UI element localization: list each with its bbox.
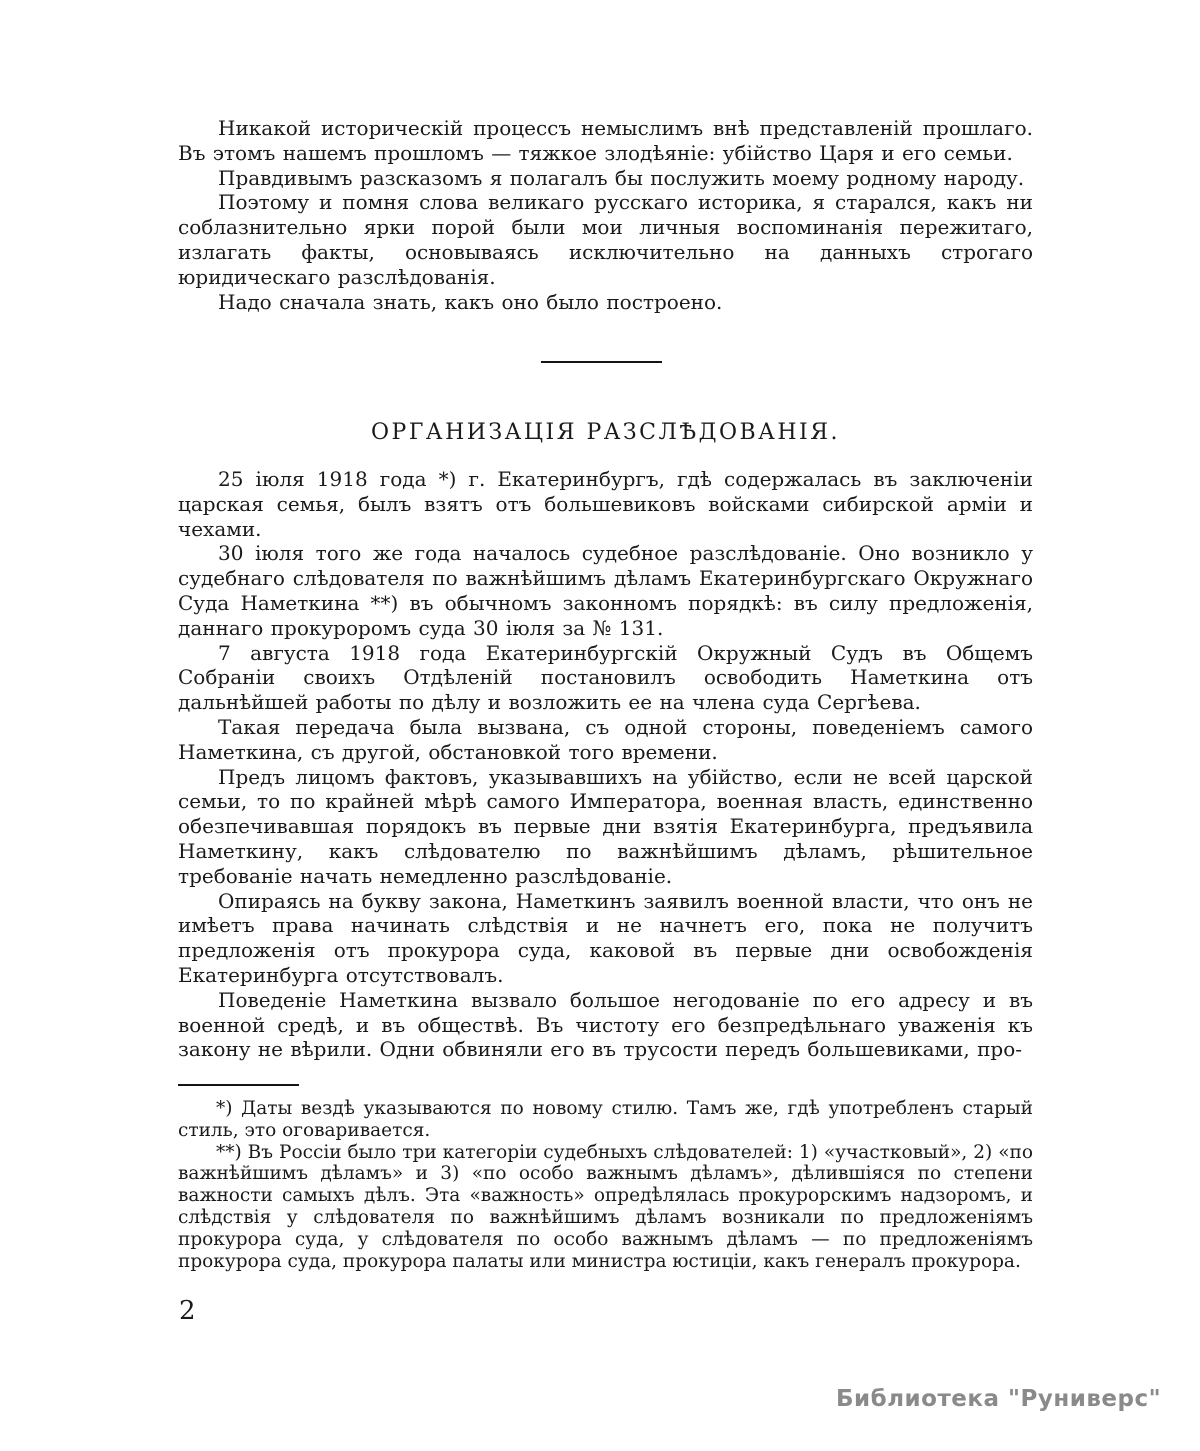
footnotes-block xyxy=(178,1098,1033,1272)
page-number: 2 xyxy=(179,1296,196,1326)
intro-paragraph: Правдивымъ разсказомъ я полагалъ бы послужить моему родному народу. xyxy=(218,165,1025,190)
section-body-block xyxy=(178,467,1033,1062)
intro-paragraph: Поэтому и помня слова великаго русскаго историка, я старался, какъ ни соблазнительно ярки порой были мои личныя воспоминанія пережитаго, излагать факты, основываясь исключительно на данныхъ строгаго юридическаго разслѣдованія. xyxy=(178,190,1033,289)
section-divider-rule xyxy=(541,361,662,363)
body-paragraph: 30 іюля того же года началось судебное разслѣдованіе. Оно возникло у судебнаго слѣдователя по важнѣйшимъ дѣламъ Екатеринбургскаго Окружнаго Суда Наметкина **) въ обычномъ законномъ порядкѣ: въ силу предложенія, даннаго прокуроромъ суда 30 іюля за № 131. xyxy=(178,541,1033,640)
body-paragraph: Опираясь на букву закона, Наметкинъ заявилъ военной власти, что онъ не имѣетъ права начинать слѣдствія и не начнетъ его, пока не получитъ предложенія отъ прокурора суда, каковой въ первые дни освобожденія Екатеринбурга отсутствовалъ. xyxy=(178,888,1033,987)
footnote: **) Въ Россіи было три категоріи судебныхъ слѣдователей: 1) «участковый», 2) «по важнѣйшимъ дѣламъ» и 3) «по особо важнымъ дѣламъ», дѣлившіяся по степени важности самыхъ дѣлъ. Эта «важность» опредѣлялась прокурорскимъ надзоромъ, и слѣдствія у слѣдователя по важнѣйшимъ дѣламъ возникали по предложеніямъ прокурора суда, у слѣдователя по особо важнымъ дѣламъ — по предложеніямъ прокурора суда, прокурора палаты или министра юстиціи, какъ генералъ прокурора. xyxy=(178,1141,1033,1272)
body-paragraph: 7 августа 1918 года Екатеринбургскій Окружный Судъ въ Общемъ Собраніи своихъ Отдѣленій постановилъ освободить Наметкина отъ дальнѣйшей работы по дѣлу и возложить ее на члена суда Сергѣева. xyxy=(178,640,1033,715)
intro-block xyxy=(178,116,1033,314)
body-paragraph: Предъ лицомъ фактовъ, указывавшихъ на убійство, если не всей царской семьи, то по крайней мѣрѣ самого Императора, военная власть, единственно обезпечивавшая порядокъ въ первые дни взятія Екатеринбурга, предъявила Наметкину, какъ слѣдователю по важнѣйшимъ дѣламъ, рѣшительное требованіе начать немедленно разслѣдованіе. xyxy=(178,764,1033,888)
section-heading: ОРГАНИЗАЦІЯ РАЗСЛѢДОВАНІЯ. xyxy=(371,420,840,445)
body-paragraph: Такая передача была вызвана, съ одной стороны, поведеніемъ самого Наметкина, съ другой, обстановкой того времени. xyxy=(178,714,1033,764)
body-paragraph: Поведеніе Наметкина вызвало большое негодованіе по его адресу и въ военной средѣ, и въ обществѣ. Въ чистоту его безпредѣльнаго уваженія къ закону не вѣрили. Одни обвиняли его въ трусости передъ большевиками, про- xyxy=(178,987,1033,1062)
body-paragraph: 25 іюля 1918 года *) г. Екатеринбургъ, гдѣ содержалась въ заключеніи царская семья, былъ взятъ отъ большевиковъ войсками сибирской арміи и чехами. xyxy=(178,467,1033,541)
footnote-divider-rule xyxy=(178,1084,299,1086)
intro-paragraph: Надо сначала знать, какъ оно было построено. xyxy=(218,289,723,314)
library-watermark: Библиотека "Руниверс" xyxy=(836,1386,1162,1412)
footnote: *) Даты вездѣ указываются по новому стилю. Тамъ же, гдѣ употребленъ старый стиль, это оговаривается. xyxy=(178,1098,1033,1141)
intro-paragraph: Никакой историческій процессъ немыслимъ внѣ представленій прошлаго. Въ этомъ нашемъ прошломъ — тяжкое злодѣяніе: убійство Царя и его семьи. xyxy=(178,116,1033,165)
